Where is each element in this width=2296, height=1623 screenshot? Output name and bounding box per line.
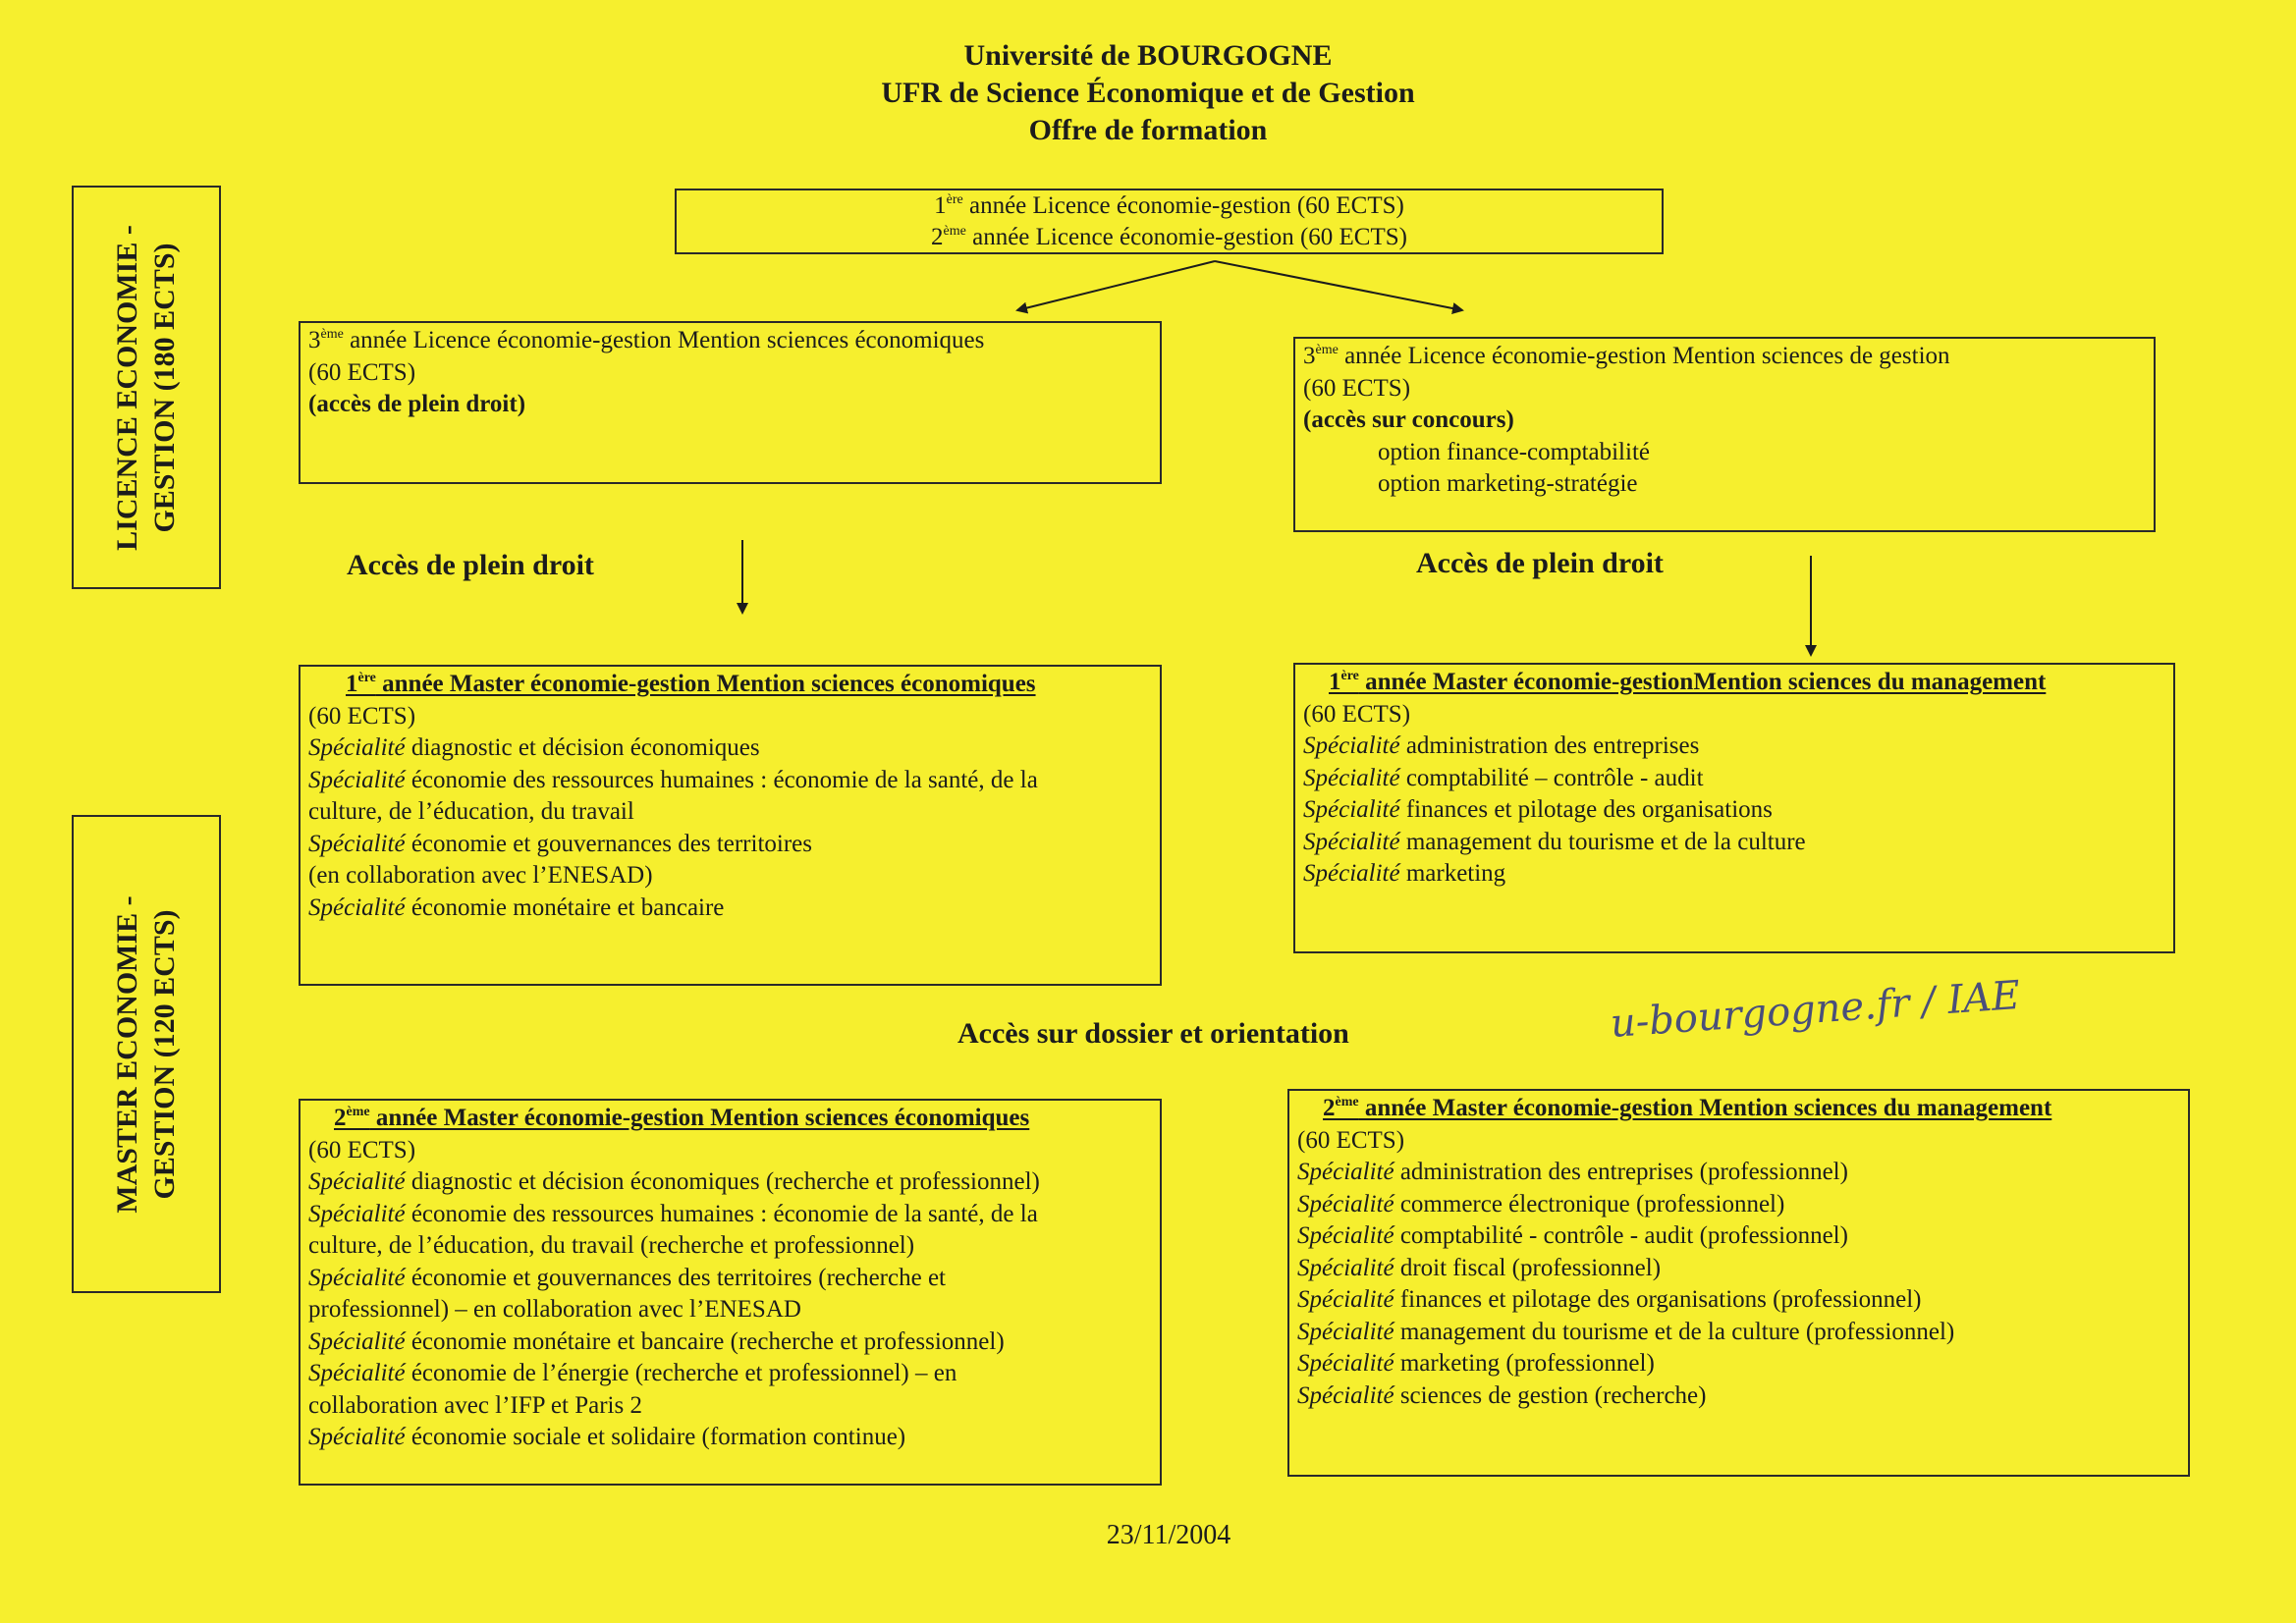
list-item: Spécialité sciences de gestion (recherche)	[1297, 1381, 1707, 1409]
list-item: culture, de l’éducation, du travail	[308, 798, 634, 825]
m2-eco-box: 2ème année Master économie-gestion Mention sciences économiques (60 ECTS) Spécialité diagnostic et décision économiques (recherche et professionnel) Spécialité économie des ressources humaines : économie de la santé, de la culture, de l’éducation, du travail (recherche et professionnel) Spécialité économie et gouvernances des territoires (recherche et professionnel) – en collaboration avec l’ENESAD Spécialité économie monétaire et bancaire (recherche et professionnel) Spécialité économie de l’énergie (recherche et professionnel) – en collaboration avec l’IFP et Paris 2 Spécialité économie sociale et solidaire (formation continue)	[299, 1099, 1162, 1486]
licence-label-line2: GESTION (180 ECTS)	[148, 242, 181, 533]
list-item: Spécialité management du tourisme et de la culture (professionnel)	[1297, 1318, 1955, 1345]
list-item: Spécialité économie et gouvernances des territoires	[308, 830, 812, 857]
m1-eco-title: année Master économie-gestion Mention sciences économiques	[375, 671, 1036, 697]
list-item: collaboration avec l’IFP et Paris 2	[308, 1391, 642, 1419]
licence-eco-title: année Licence économie-gestion Mention sciences économiques	[343, 327, 985, 353]
document-date: 23/11/2004	[1106, 1520, 1231, 1550]
m2-mgmt-ects: (60 ECTS)	[1297, 1126, 1405, 1154]
list-item: Spécialité économie et gouvernances des territoires (recherche et	[308, 1264, 946, 1291]
list-item: Spécialité administration des entreprises (professionnel)	[1297, 1159, 1848, 1185]
list-item: Spécialité finances et pilotage des organisations	[1303, 796, 1773, 823]
l2-title: année Licence économie-gestion (60 ECTS)	[965, 224, 1407, 250]
m2-eco-title: année Master économie-gestion Mention sciences économiques	[369, 1105, 1030, 1131]
m1-eco-box: 1ère année Master économie-gestion Mention sciences économiques (60 ECTS) Spécialité diagnostic et décision économiques Spécialité économie des ressources humaines : économie de la santé, de la culture, de l’éducation, du travail Spécialité économie et gouvernances des territoires (en collaboration avec l’ENESAD) Spécialité économie monétaire et bancaire	[299, 665, 1162, 986]
option-marketing: option marketing-stratégie	[1378, 470, 1638, 497]
list-item: Spécialité diagnostic et décision économiques	[308, 734, 760, 761]
arrow-to-licence-eco	[1017, 261, 1215, 310]
list-item: Spécialité économie monétaire et bancaire (recherche et professionnel)	[308, 1327, 1005, 1355]
m2-mgmt-title: année Master économie-gestion Mention sciences du management	[1358, 1095, 2052, 1121]
list-item: Spécialité droit fiscal (professionnel)	[1297, 1254, 1662, 1281]
m2-eco-ects: (60 ECTS)	[308, 1136, 416, 1163]
m1-eco-ects: (60 ECTS)	[308, 702, 416, 730]
list-item: (en collaboration avec l’ENESAD)	[308, 862, 653, 889]
list-item: professionnel) – en collaboration avec l’ENESAD	[308, 1296, 801, 1323]
list-item: Spécialité économie monétaire et bancaire	[308, 893, 725, 921]
list-item: Spécialité diagnostic et décision économiques (recherche et professionnel)	[308, 1168, 1040, 1195]
l1-title: année Licence économie-gestion (60 ECTS)	[962, 192, 1404, 219]
university-name: Université de BOURGOGNE	[963, 39, 1333, 72]
licence-label-line1: LICENCE ECONOMIE -	[111, 224, 143, 551]
m1-mgmt-ects: (60 ECTS)	[1303, 700, 1411, 728]
list-item: Spécialité management du tourisme et de la culture	[1303, 828, 1806, 855]
licence-eco-ects: (60 ECTS)	[308, 358, 416, 386]
list-item: Spécialité économie des ressources humaines : économie de la santé, de la	[308, 766, 1038, 793]
master-label-line2: GESTION (120 ECTS)	[148, 908, 181, 1200]
list-item: Spécialité comptabilité – contrôle - audit	[1303, 764, 1704, 791]
handwritten-note: u-bourgogne.fr / IAE	[1609, 972, 2022, 1047]
licence-gestion-title: année Licence économie-gestion Mention sciences de gestion	[1338, 343, 1950, 369]
access-label-left: Accès de plein droit	[347, 549, 594, 581]
option-finance: option finance-comptabilité	[1378, 438, 1650, 465]
list-item: culture, de l’éducation, du travail (recherche et professionnel)	[308, 1232, 915, 1259]
list-item: Spécialité économie de l’énergie (recherche et professionnel) – en	[308, 1360, 957, 1386]
list-item: Spécialité comptabilité - contrôle - audit (professionnel)	[1297, 1222, 1848, 1249]
m1-mgmt-box: 1ère année Master économie-gestionMention sciences du management (60 ECTS) Spécialité administration des entreprises Spécialité comptabilité – contrôle - audit Spécialité finances et pilotage des organisations Spécialité management du tourisme et de la culture Spécialité marketing	[1293, 663, 2175, 953]
list-item: Spécialité économie sociale et solidaire (formation continue)	[308, 1424, 906, 1450]
master-label-line1: MASTER ECONOMIE -	[111, 894, 143, 1214]
document-title: Offre de formation	[1028, 114, 1268, 146]
m2-mgmt-box: 2ème année Master économie-gestion Mention sciences du management (60 ECTS) Spécialité administration des entreprises (professionnel) Spécialité commerce électronique (professionnel) Spécialité comptabilité - contrôle - audit (professionnel) Spécialité droit fiscal (professionnel) Spécialité finances et pilotage des organisations (professionnel) Spécialité management du tourisme et de la culture (professionnel) Spécialité marketing (professionnel) Spécialité sciences de gestion (recherche)	[1287, 1089, 2190, 1477]
list-item: Spécialité finances et pilotage des organisations (professionnel)	[1297, 1286, 1922, 1313]
list-item: Spécialité économie des ressources humaines : économie de la santé, de la	[308, 1200, 1038, 1227]
access-label-right: Accès de plein droit	[1416, 547, 1664, 579]
licence-l1-l2-box: 1ère année Licence économie-gestion (60 ECTS) 2ème année Licence économie-gestion (60 ECTS)	[675, 189, 1664, 254]
list-item: Spécialité commerce électronique (professionnel)	[1297, 1190, 1785, 1217]
list-item: Spécialité administration des entreprises	[1303, 732, 1700, 759]
licence-gestion-ects: (60 ECTS)	[1303, 374, 1411, 402]
access-label-center: Accès sur dossier et orientation	[957, 1017, 1349, 1050]
arrow-to-licence-gestion	[1215, 261, 1462, 310]
faculty-name: UFR de Science Économique et de Gestion	[881, 77, 1415, 109]
licence-eco-box: 3ème année Licence économie-gestion Mention sciences économiques (60 ECTS) (accès de plein droit)	[299, 321, 1162, 484]
licence-gestion-box: 3ème année Licence économie-gestion Mention sciences de gestion (60 ECTS) (accès sur concours) option finance-comptabilité option marketing-stratégie	[1293, 337, 2156, 532]
list-item: Spécialité marketing (professionnel)	[1297, 1350, 1655, 1377]
list-item: Spécialité marketing	[1303, 860, 1506, 887]
licence-gestion-access: (accès sur concours)	[1303, 406, 1514, 433]
licence-eco-access: (accès de plein droit)	[308, 391, 526, 417]
m1-mgmt-title: année Master économie-gestionMention sciences du management	[1358, 669, 2047, 695]
